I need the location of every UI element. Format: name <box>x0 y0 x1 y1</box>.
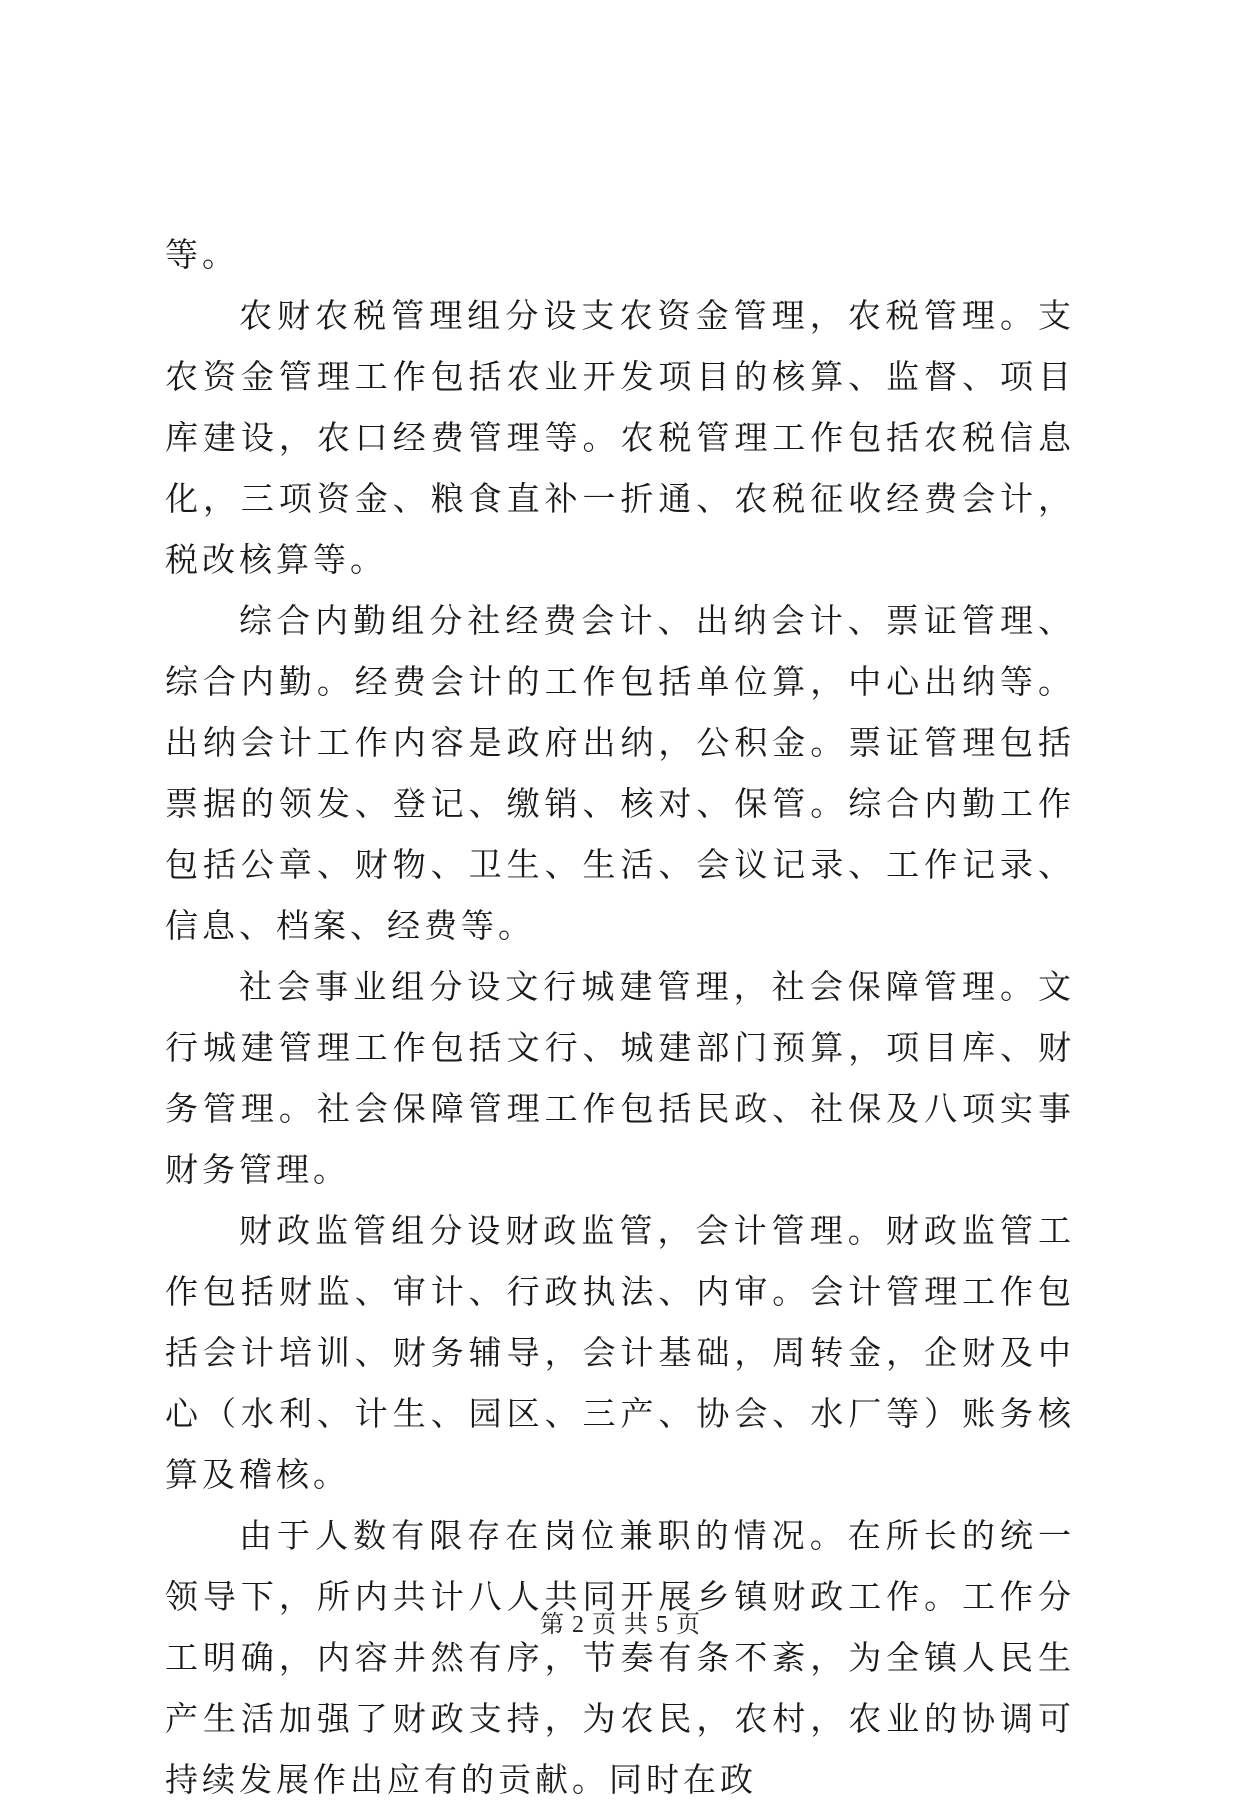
continuation-line: 等。 <box>165 235 239 274</box>
paragraph-agri-finance: 农财农税管理组分设支农资金管理，农税管理。支农资金管理工作包括农业开发项目的核算、监督、项目库建设，农口经费管理等。农税管理工作包括农税信息化，三项资金、粮食直补一折通、农税征收经费会计，税改核算等。 <box>165 296 1075 579</box>
paragraph-staffing: 由于人数有限存在岗位兼职的情况。在所长的统一领导下，所内共计八人共同开展乡镇财政工作。工作分工明确，内容井然有序，节奏有条不紊，为全镇人民生产生活加强了财政支持，为农民，农村，农业的协调可持续发展作出应有的贡献。同时在政 <box>165 1516 1075 1799</box>
paragraph-social-affairs: 社会事业组分设文行城建管理，社会保障管理。文行城建管理工作包括文行、城建部门预算，项目库、财务管理。社会保障管理工作包括民政、社保及八项实事财务管理。 <box>165 967 1075 1189</box>
document-body <box>165 224 1075 1810</box>
paragraph-general-affairs: 综合内勤组分社经费会计、出纳会计、票证管理、综合内勤。经费会计的工作包括单位算，中心出纳等。出纳会计工作内容是政府出纳，公积金。票证管理包括票据的领发、登记、缴销、核对、保管。综合内勤工作包括公章、财物、卫生、生活、会议记录、工作记录、信息、档案、经费等。 <box>165 601 1075 945</box>
paragraph-finance-supervision: 财政监管组分设财政监管，会计管理。财政监管工作包括财监、审计、行政执法、内审。会计管理工作包括会计培训、财务辅导，会计基础，周转金，企财及中心（水利、计生、园区、三产、协会、水厂等）账务核算及稽核。 <box>165 1211 1075 1494</box>
page-number-footer: 第 2 页 共 5 页 <box>540 1612 701 1638</box>
